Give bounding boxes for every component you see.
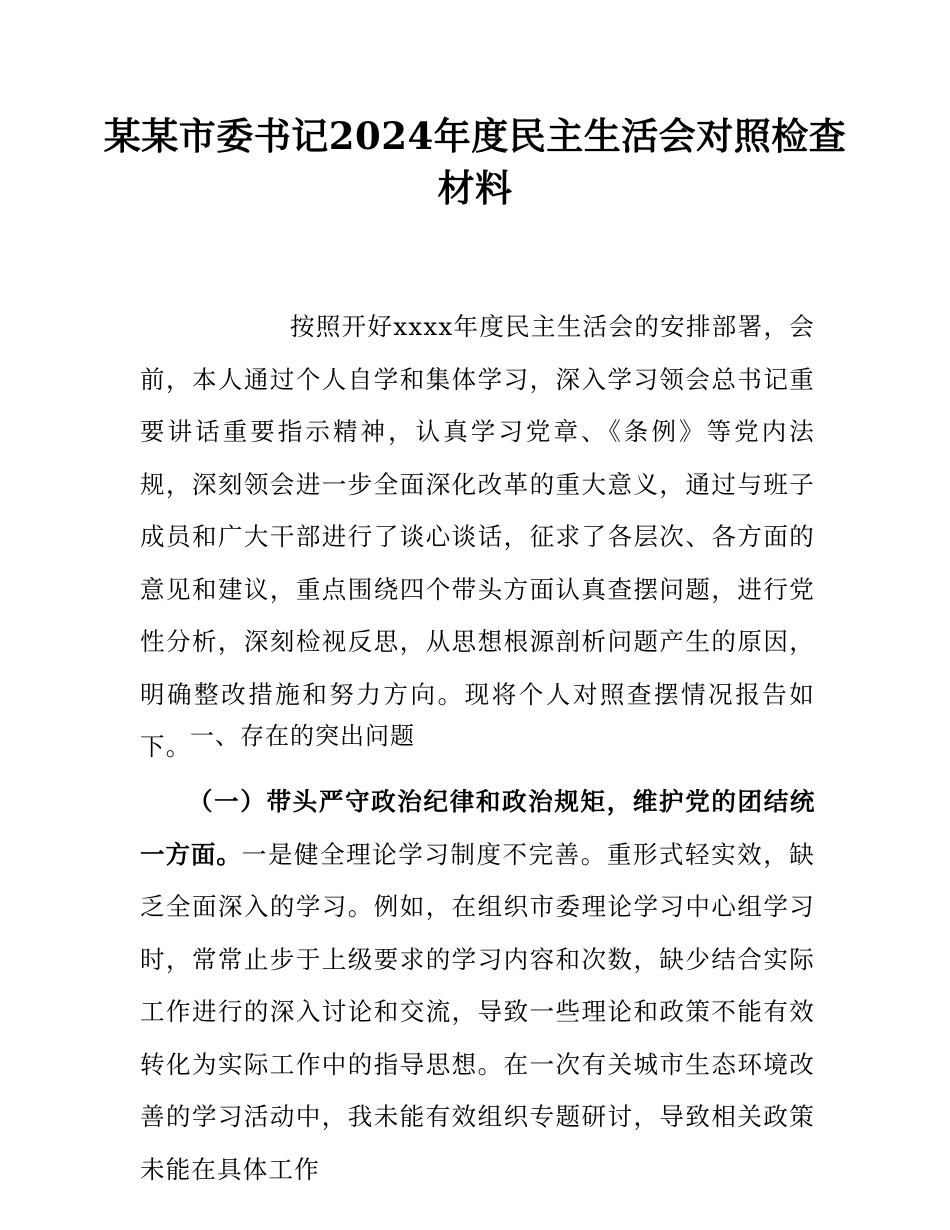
- subsection-heading: （一）带头严守政治纪律和政治规矩，维护党的团结统一方面。: [140, 787, 815, 869]
- document-title: 某某市委书记2024年度民主生活会对照检查材料: [103, 114, 847, 210]
- subsection-paragraph: [140, 776, 815, 1196]
- subsection-body: 一是健全理论学习制度不完善。重形式轻实效，缺乏全面深入的学习。例如，在组织市委理论学习中心组学习时，常常止步于上级要求的学习内容和次数，缺少结合实际工作进行的深入讨论和交流，导致一些理论和政策不能有效转化为实际工作中的指导思想。在一次有关城市生态环境改善的学习活动中，我未能有效组织专题研讨，导致相关政策未能在具体工作: [140, 839, 815, 1184]
- intro-paragraph: 按照开好xxxx年度民主生活会的安排部署，会前，本人通过个人自学和集体学习，深入学习领会总书记重要讲话重要指示精神，认真学习党章、《条例》等党内法规，深刻领会进一步全面深化改革的重大意义，通过与班子成员和广大干部进行了谈心谈话，征求了各层次、各方面的意见和建议，重点围绕四个带头方面认真查摆问题，进行党性分析，深刻检视反思，从思想根源剖析问题产生的原因，明确整改措施和努力方向。现将个人对照查摆情况报告如下。: [140, 312, 815, 761]
- section-heading: 一、存在的突出问题: [190, 722, 415, 750]
